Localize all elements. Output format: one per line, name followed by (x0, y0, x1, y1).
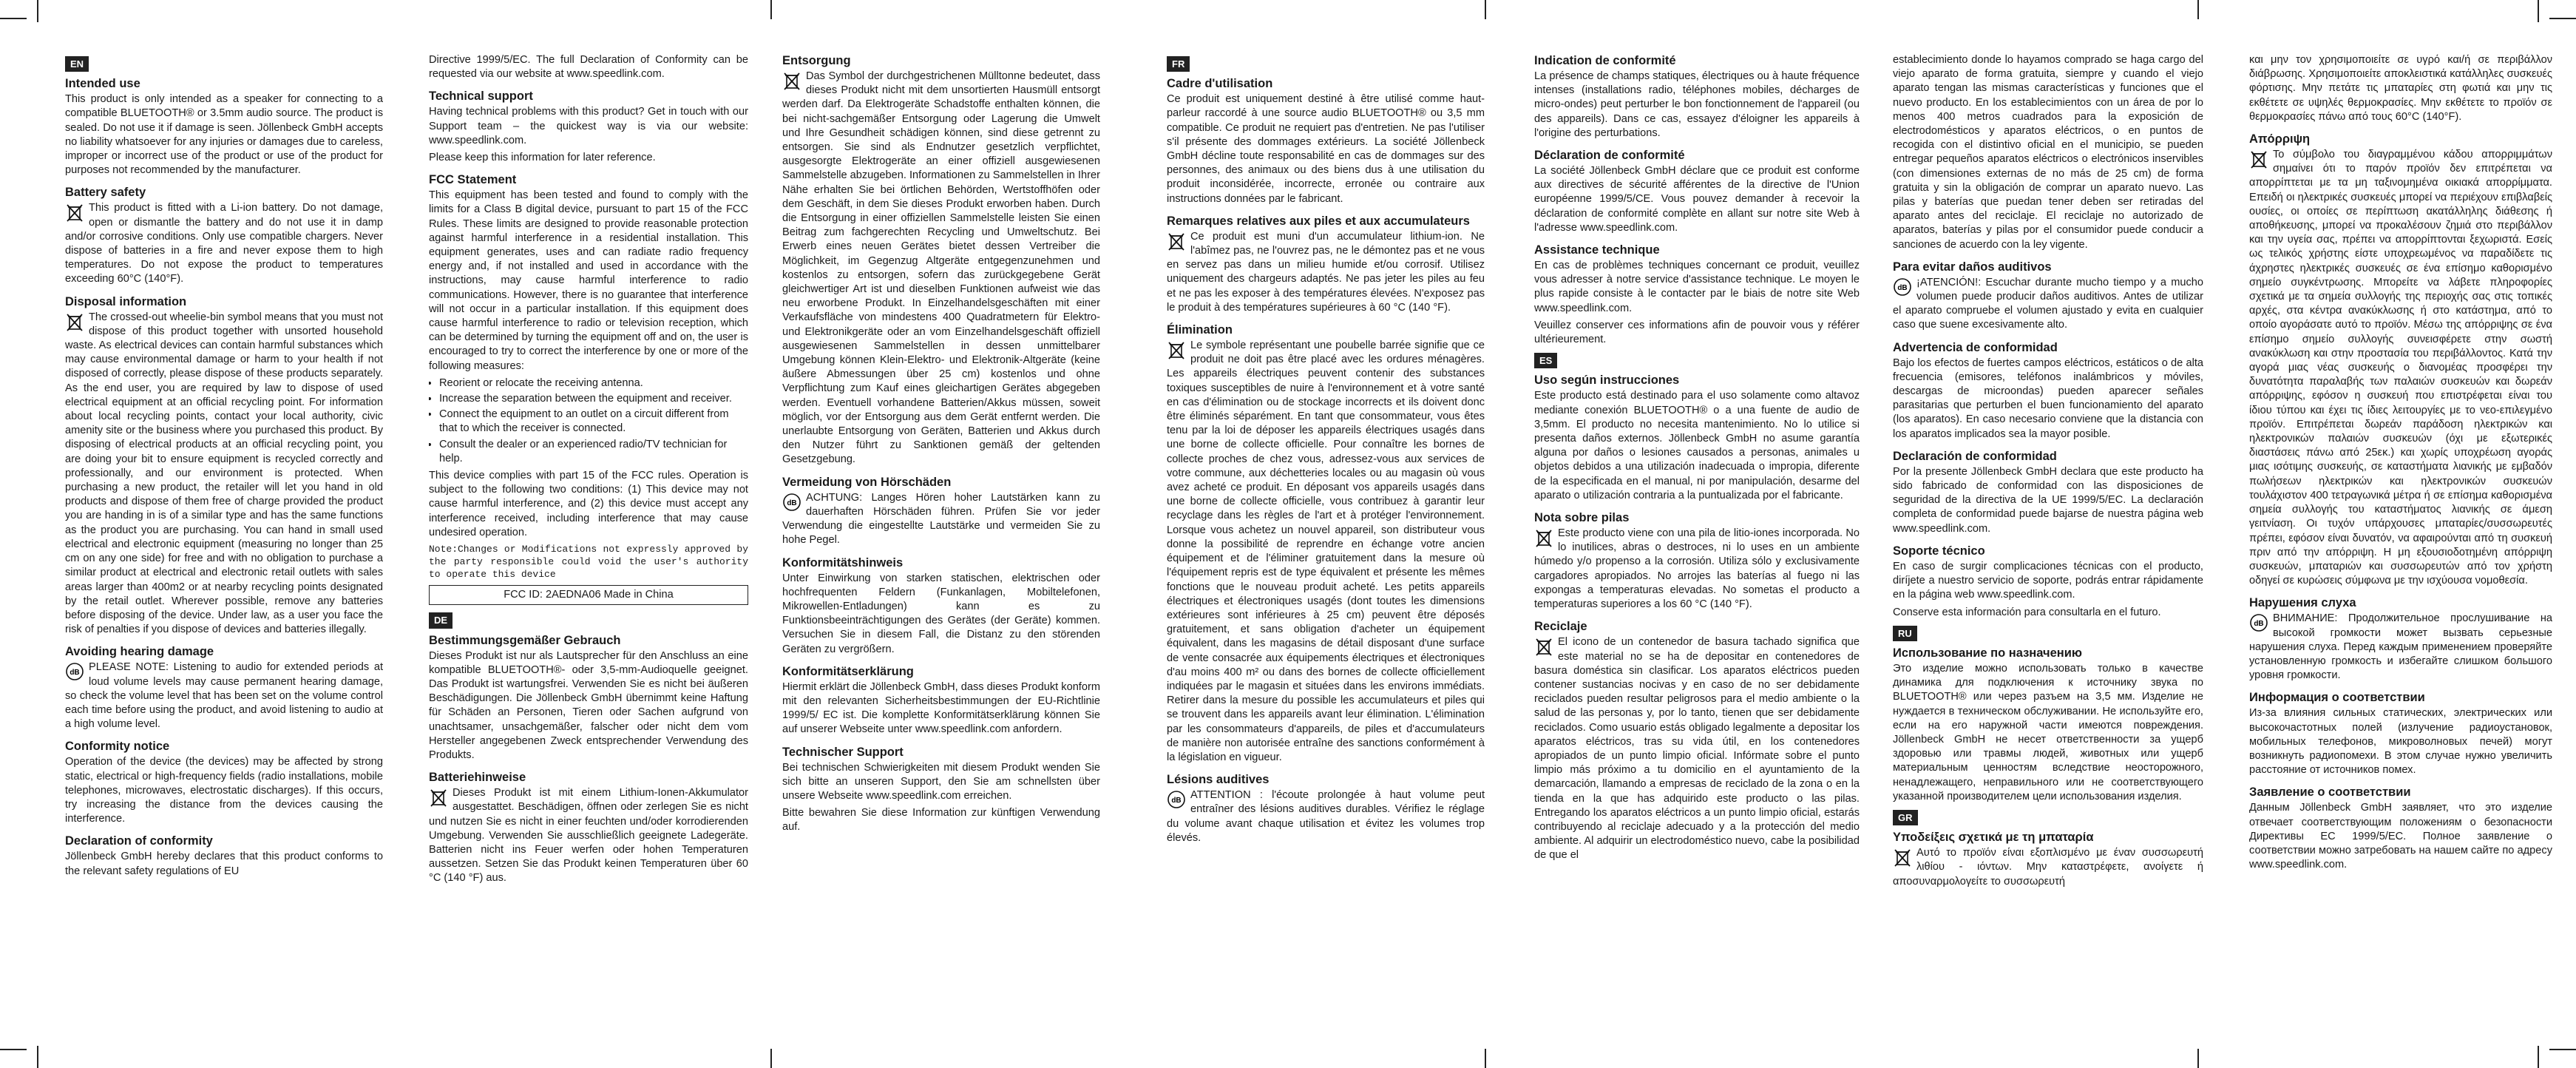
text-battery-safety: This product is fitted with a Li-ion battery. Do not damage, open or dismantle the battery and do not use it in damp and/or corrosive conditions. Only use compatible chargers. Never dispose of batteries in a fire and never expose them to high temperatures. Do not expose the product to temperatures exceeding 60°C (140°F). (65, 202, 383, 285)
text-hearing: dB PLEASE NOTE: Listening to audio for extended periods at loud volume levels may cause permanent hearing damage, so check the volume level that has been set on the volume control each time before using the product, and avoid listening to audio at a high volume level. (65, 661, 383, 731)
text-bestimmung: Dieses Produkt ist nur als Lautsprecher für den Anschluss an eine kompatible BLUETOOTH®- oder 3,5-mm-Audioquelle geeignet. Das Produkt ist wartungsfrei. Verwenden Sie es nicht bei äußeren Beschädigungen. Die Jöllenbeck GmbH übernimmt keine Haftung für Schäden an Personen, Tieren oder Sachen aufgrund von unachtsamer, unsachgemäßer, falscher oder nicht dem vom Hersteller angegebenen Zweck entsprechender Verwendung des Produkts. (429, 649, 748, 761)
lang-tag-gr: GR (1893, 810, 1918, 825)
text-evitar: dB ¡ATENCIÓN!: Escuchar durante mucho tiempo y a mucho volumen puede producir daños auditivos. Antes de utilizar el aparato compruebe el volumen ajustado y evita en cualquier caso que suene excesivamente alto. (1893, 276, 2203, 331)
list-item: • Increase the separation between the equipment and receiver. (439, 392, 748, 406)
text-disposal: The crossed-out wheelie-bin symbol means that you must not dispose of this product together with unsorted household waste. As electrical devices can contain harmful substances which may cause environmental damage or harm to your health if not disposed of correctly, please dispose of these products separately. As the end user, you are required by law to dispose of used electrical equipment at an official recycling point. For information about local recycling points, contact your local authority, civic amenity site or the business where you purchased this product. By disposing of electrical products at an official recycling point, you are doing your bit to ensure equipment is recycled correctly and professionally, and our environment is protected. When purchasing a new product, the retailer will let you hand in old products and dispose of them free of charge provided the product you are handing in is of a similar type and has the same functions as the product you are purchasing. You can hand in small used electrical and electronic equipment (measuring no longer than 25 cm on any one side) for free and with no obligation to purchase a similar product at electrical and electronic retail outlets with sales areas larger than 400m2 or at nearby recycling points designated by the retail outlet. Wherever possible, remove any batteries before disposing of the device. Under law, as a user you face the risk of penalties if you dispose of devices and batteries illegally. (65, 311, 383, 636)
text-gr-battery: Αυτό το προϊόν είναι εξοπλισμένο με έναν συσσωρευτή λιθίου - ιόντων. Μην καταστρέφετε, ανοίγετε ή αποσυναρμολογείτε το συσσωρευτή (1893, 847, 2203, 888)
heading-soporte: Soporte técnico (1893, 544, 1985, 558)
column-1 (65, 53, 383, 1059)
hearing-warning-icon (1167, 790, 1186, 809)
battery-bin-icon (1167, 231, 1186, 251)
list-item: • Connect the equipment to an outlet on a circuit different from that to which the receiver is connected. (439, 408, 748, 436)
text-intended-use: This product is only intended as a speaker for connecting to a compatible BLUETOOTH® or 3.5mm audio source. The product is sealed. Do not use it if damage is seen. Jöllenbeck GmbH accepts no liability whatsoever for any injuries or damages due to careless, improper or incorrect use of the product or use of the product for purposes not recommended by the manufacturer. (65, 93, 383, 177)
heading-support: Technical support (429, 89, 533, 104)
text-ru-declaration: Данным Jöllenbeck GmbH заявляет, что это изделие отвечает соответствующим положениям о безопасности Директивы ЕС 1999/5/EC. Полное заявление о соответствии можно затребовать на нашем сайте по адресу www.speedlink.com. (2249, 802, 2552, 871)
heading-reciclaje: Reciclaje (1534, 620, 1587, 634)
column-5 (1534, 53, 1860, 1059)
hearing-warning-icon (65, 662, 84, 681)
lang-tag-es: ES (1534, 353, 1557, 368)
fold-mark (770, 0, 772, 19)
text-declaration: Jöllenbeck GmbH hereby declares that this product conforms to the relevant safety regulations of EU (65, 851, 383, 877)
text-uso: Este producto está destinado para el uso solamente como altavoz mediante conexión BLUETOOTH® o a una fuente de audio de 3,5mm. El producto no necesita mantenimiento. No lo utilice si presenta daños externos. Jöllenbeck GmbH no asume garantía alguna por daños o lesiones causados a personas, animales u objetos debidos a una utilización inadecuada o impropia, diferente de la especificada en el manual, ni por manipulación, desarme del aparato o utilización contraria a la puntualizada por el fabricante. (1534, 390, 1860, 501)
heading-uso: Uso según instrucciones (1534, 374, 1680, 388)
svg-text:dB: dB (1171, 797, 1182, 805)
heading-ru-declaration: Заявление о соответствии (2249, 785, 2411, 800)
text-reciclaje: El icono de un contenedor de basura tachado significa que este material no se ha de depositar en contenedores de basura doméstica sin clasificar. Los aparatos eléctricos pueden contener sustancias nocivas y en caso de no ser debidamente reciclados pueden resultar peligrosos para el medio ambiente o la salud de las personas y, por lo tanto, tienen que ser debidamente reciclados. Como usuario estás obligado legalmente a depositar los aparatos eléctricos, tras su vida útil, en los contenedores apropiados de un punto limpio oficial. Infórmate sobre el punto limpio más próximo a tu domicilio en el ayuntamiento de la demarcación, llamando a empresas de reciclado de la zona o en la tienda en la que has adquirido este producto o las pilas. Entregando los aparatos eléctricos a un punto limpio oficial, estarás contribuyendo al reciclaje adecuado y a la protección del medio ambiente. Al adquirir un electrodoméstico nuevo, cabe la posibilidad de que el (1534, 636, 1860, 862)
list-item: • Reorient or relocate the receiving antenna. (439, 376, 748, 391)
text-gr-disposal: Το σύμβολο του διαγραμμένου κάδου απορριμμάτων σημαίνει ότι το παρόν προϊόν δεν επιτρέπεται να απορρίπτεται με τα μη ταξινομημένα οικιακά απορρίμματα. Επειδή οι ηλεκτρικές συσκευές μπορεί να περιέχουν επιβλαβείς ουσίες, οι οποίες σε περίπτωση ακατάλληλης διάθεσης ή αποθήκευσης, μπορεί να προκαλέσουν ζημιά στο περιβάλλον και την υγεία σας, πρέπει να απορρίπτονται ξεχωριστά. Εσείς ως τελικός χρήστης είστε υποχρεωμένος να παραδίδετε τις άχρηστες ηλεκτρικές συσκευές σε ένα επίσημο καθορισμένο σημείο συγκέντρωσης. Μπορείτε να λάβετε πληροφορίες σχετικά με τα σημεία συλλογής της περιοχής σας στις τοπικές αρχές, στα κέντρα ανακύκλωσης ή στο κατάστημα, από το οποίο αγοράσατε αυτό το προϊόν. Μέσω της απόρριψης σε ένα επίσημο σημείο συλλογής συνεισφέρετε στην σωστή ανακύκλωση και στην προστασία του περιβάλλοντος. Κατά την αγορά μιας νέας συσκευής ο διανομέας προσφέρει την δυνατότητα παραλαβής των παλαιών συσκευών και δωρεάν απόρριψης, εφόσον η συσκευή που επιστρέφεται είναι του ίδιου τύπου και έχει τις ίδιες λειτουργίες με το νεο-επιλεγμένο προϊόν. Επιτρέπεται δωρεάν παράδοση ηλεκτρικών και ηλεκτρονικών παλαιών συσκευών (όχι με εξωτερικές διαστάσεις πάνω από 25εκ.) και χωρίς υποχρέωση αγοράς μιας ισότιμης συσκευής, σε καταστήματα λιανικής με εμβαδόν πωλήσεων ηλεκτρικών και ηλεκτρονικών συσκευών τουλάχιστον 400 τετραγωνικά μέτρα ή σε επίσημα καθορισμένα σημεία συλλογής του καταστήματος λιανικής σε άμεση γειτνίαση. Οι τυχόν υπάρχουσες μπαταρίες/συσσωρευτές πρέπει, εφόσον είναι δυνατόν, να αφαιρούνται από τη συσκευή πριν από την απόρριψη. Η μη εξουσιοδοτημένη απόρριψη συσκευών, μπαταριών και συσσωρευτών από τον χρήστη οδηγεί σε κυρώσεις σύμφωνα με την ισχύουσα νομοθεσία. (2249, 149, 2552, 587)
text-keep-info: Please keep this information for later reference. (429, 152, 656, 164)
text-piles: Ce produit est muni d'un accumulateur lithium-ion. Ne l'abîmez pas, ne l'ouvrez pas, ne le démontez pas et ne vous en servez pas dans un milieu humide et/ou corrosif. Utilisez uniquement des chargeurs adaptés. Ne pas jeter les piles au feu et ne pas les exposer à des températures élevées. N'exposez pas le produit à des températures supérieures à 60 °C (140 °F). (1167, 230, 1485, 314)
heading-assistance: Assistance technique (1534, 243, 1660, 257)
heading-pilas: Nota sobre pilas (1534, 511, 1630, 525)
text-hoerschaeden: dB ACHTUNG: Langes Hören hoher Lautstärken kann zu dauerhaften Hörschäden führen. Prüfen Sie vor jeder Verwendung die eingestellte Lautstärke und vermeiden Sie zu hohe Pegel. (782, 491, 1100, 547)
crop-mark (2549, 1049, 2576, 1050)
text-technischer-support: Bei technischen Schwierigkeiten mit diesem Produkt wenden Sie sich bitte an unseren Support, den Sie am schnellsten über unsere Webseite www.speedlink.com erreichen. (782, 761, 1100, 802)
column-3 (782, 53, 1100, 1059)
heading-declaration-fr: Déclaration de conformité (1534, 149, 1685, 163)
text-cadre: Ce produit est uniquement destiné à être utilisé comme haut-parleur raccordé à une source audio BLUETOOTH® ou 3,5 mm compatible. Ce produit ne requiert pas d'entretien. Ne pas l'utiliser s'il présente des dommages extérieurs. La société Jöllenbeck GmbH décline toute responsabilité en cas de dommages sur des personnes, des animaux ou des biens dus à une utilisation du produit inconsidérée, incorrecte, erronée ou contraire aux instructions données par le fabricant. (1167, 93, 1485, 205)
heading-declaration: Declaration of conformity (65, 834, 213, 848)
heading-bestimmung: Bestimmungsgemäßer Gebrauch (429, 633, 621, 647)
svg-text:dB: dB (70, 669, 80, 677)
text-gr-battery-cont: και μην τον χρησιμοποιείτε σε υγρό και/ή σε περιβάλλον διάβρωσης. Χρησιμοποιείτε αποκλειστικά κατάλληλες συσκευές φόρτισης. Μην πετάτε τις μπαταρίες στη φωτιά και μην τις εκθέτετε σε υψηλές θερμοκρασίες. Μην εκθέτετε το προϊόν σε θερμοκρασίες πάνω από τους 60°C (140°F). (2249, 54, 2552, 123)
crossed-wheelie-bin-icon (1534, 637, 1553, 656)
text-lesions: dB ATTENTION : l'écoute prolongée à haut volume peut entraîner des lésions auditives durables. Vérifiez le réglage du volume avant chaque utilisation et évitez les volumes trop élevés. (1167, 789, 1485, 844)
fcc-id-box: FCC ID: 2AEDNA06 Made in China (429, 585, 748, 605)
heading-disposal: Disposal information (65, 294, 187, 308)
crop-mark (37, 0, 38, 22)
text-aufbewahren: Bitte bewahren Sie diese Information zur künftigen Verwendung auf. (782, 807, 1100, 834)
heading-ru-hearing: Нарушения слуха (2249, 596, 2356, 610)
heading-ru-info: Информация о соответствии (2249, 691, 2425, 705)
heading-entsorgung: Entsorgung (782, 54, 851, 67)
crossed-wheelie-bin-icon (1167, 340, 1186, 359)
text-fcc-note: Note:Changes or Modifications not expressly approved by the party responsible could void the user's authority to operate this device (429, 544, 748, 581)
svg-text:dB: dB (1897, 283, 1908, 292)
battery-bin-icon (1893, 848, 1912, 867)
text-part15: This device complies with part 15 of the FCC rules. Operation is subject to the following two conditions: (1) This device may not cause harmful interference, and (2) this device must accept any interference received, including interference that may cause undesired operation. (429, 470, 748, 538)
fold-mark (1485, 1049, 1486, 1068)
text-reciclaje-cont: establecimiento donde lo hayamos comprado se haga cargo del viejo aparato de forma gratuita, siempre y cuando el viejo aparato tengan las mismas características y funciones que el nuevo producto. En los establecimientos con un área de por lo menos 400 metros cuadrados para la exposición de electrodomésticos y aparatos eléctricos, o en puntos de recogida con el distintivo oficial en el municipio, se pueden entregar pequeños aparatos eléctricos o electrónicos inservibles (con dimensiones externas de no más de 25 cm) de forma gratuita y sin la obligación de comprar un aparato nuevo. Las pilas y baterías que puedan tener deben ser retiradas del aparato antes del reciclaje. El reciclaje no autorizado de aparatos, baterías y pilas por el consumidor puede conducir a sanciones de acuerdo con la ley vigente. (1893, 54, 2203, 251)
battery-bin-icon (1534, 528, 1553, 547)
column-2 (429, 53, 748, 1059)
heading-hoerschaeden: Vermeidung von Hörschäden (782, 475, 952, 489)
heading-lesions: Lésions auditives (1167, 773, 1270, 787)
heading-ru-use: Использование по назначению (1893, 646, 2082, 660)
heading-conformity-notice: Conformity notice (65, 740, 170, 754)
heading-fcc: FCC Statement (429, 173, 517, 187)
heading-technischer-support: Technischer Support (782, 745, 904, 759)
heading-hearing: Avoiding hearing damage (65, 645, 214, 659)
crop-mark (0, 1049, 27, 1050)
heading-konformitaetshinweis: Konformitätshinweis (782, 555, 904, 570)
text-ru-info: Из-за влияния сильных статических, электрических или высокочастотных полей (излучение радиоустановок, мобильных телефонов, микроволновых печей) могут возникнуть радиопомехи. В этом случае нужно увеличить расстояние от источников помех. (2249, 707, 2552, 777)
fold-mark (770, 1049, 772, 1068)
lang-tag-de: DE (429, 612, 453, 628)
hearing-warning-icon (1893, 277, 1912, 297)
heading-konformitaetserklaerung: Konformitätserklärung (782, 664, 914, 678)
fcc-measures-list (429, 376, 748, 466)
heading-piles: Remarques relatives aux piles et aux accumulateurs (1167, 214, 1470, 228)
column-4 (1167, 53, 1485, 1059)
text-fcc: This equipment has been tested and found to comply with the limits for a Class B digital device, pursuant to part 15 of the FCC Rules. These limits are designed to provide reasonable protection against harmful interference in a residential installation. This equipment generates, uses and can radiate radio frequency energy and, if not installed and used in accordance with the instructions, may cause harmful interference to radio communications. However, there is no guarantee that interference will not occur in a particular installation. If this equipment does cause harmful interference to radio or television reception, which can be determined by turning the equipment off and on, the user is encouraged to try to correct the interference by one or more of the following measures: (429, 189, 748, 372)
text-soporte: En caso de surgir complicaciones técnicas con el producto, diríjete a nuestro servicio de soporte, podrás entrar rápidamente en la página web www.speedlink.com. (1893, 560, 2203, 601)
text-conserver: Veuillez conserver ces informations afin de pouvoir vous y référer ultérieurement. (1534, 319, 1860, 346)
heading-declaracion: Declaración de conformidad (1893, 449, 2057, 463)
text-conformity-notice: Operation of the device (the devices) may be affected by strong static, electrical or high-frequency fields (radio installations, mobile telephones, microwaves, electrostatic discharges). If this occurs, try increasing the distance from the devices causing the interference. (65, 756, 383, 825)
text-batterie: Dieses Produkt ist mit einem Lithium-Ionen-Akkumulator ausgestattet. Beschädigen, öffnen oder zerlegen Sie es nicht und nutzen Sie es nicht in einer feuchten und/oder korrodierenden Umgebung. Verwenden Sie ausschließlich geeignete Ladegeräte. Batterien nicht ins Feuer werfen oder hohen Temperaturen aussetzen. Setzen Sie das Produkt keinen Temperaturen über 60 °C (140 °F) aus. (429, 787, 748, 885)
list-item: • Consult the dealer or an experienced radio/TV technician for help. (439, 438, 748, 466)
crop-mark (2538, 0, 2539, 22)
lang-tag-fr: FR (1167, 56, 1190, 72)
text-entsorgung: Das Symbol der durchgestrichenen Mülltonne bedeutet, dass dieses Produkt nicht mit dem unsortierten Hausmüll entsorgt werden darf. Da Elektrogeräte Schadstoffe enthalten können, die bei nicht-sachgemäßer Entsorgung oder Lagerung die Umwelt und Ihre Gesundheit schädigen können, sind diese getrennt zu entsorgen. Sie sind als Endnutzer gesetzlich verpflichtet, ausgesorgte Elektrogeräte an einer offiziell ausgewiesenen Sammelstelle abzugeben. Informationen zu Sammelstellen in Ihrer Nähe erhalten Sie bei örtlichen Behörden, Wertstoffhöfen oder dem Geschäft, in dem Sie dieses Produkt erworben haben. Durch die Entsorgung in einer offiziellen Sammelstelle leisten Sie einen Beitrag zum fachgerechten Recycling und Umweltschutz. Bei Erwerb eines neuen Gerätes bietet dessen Vertreiber die Möglichkeit, im Gegenzug Altgeräte entgegenzunehmen und kostenlos zu entsorgen, sofern das zurückgegebene Gerät gleichwertiger Art ist und dieselben Funktionen aufweist wie das neu erworbene Produkt. In Einzelhandelsgeschäften mit einer Verkaufsfläche von mindestens 400 Quadratmetern für Elektro- und Elektronikgeräte oder an vom Einzelhandelsgeschäft offiziell ausgewiesenen Sammelstellen in dessen unmittelbarer Umgebung können Klein-Elektro- und Elektronik-Altgeräte (keine äußere Abmessungen über 25 cm) kostenlos und ohne Verpflichtung zum Kauf eines gleichartigen Gerätes abgegeben werden. Eventuell vorhandene Batterien/Akkus müssen, soweit möglich, vor der Entsorgung aus dem Gerät entfernt werden. Die unerlaubte Entsorgung von Geräten, Batterien und Akkus durch den Nutzer führt zu Sanktionen gemäß der geltenden Gesetzgebung. (782, 70, 1100, 466)
heading-battery-safety: Battery safety (65, 186, 146, 200)
crop-mark (2549, 18, 2576, 19)
svg-text:dB: dB (2254, 620, 2264, 629)
heading-elimination: Élimination (1167, 323, 1233, 337)
fold-mark (2197, 0, 2199, 19)
column-7 (2249, 53, 2552, 1059)
crossed-wheelie-bin-icon (2249, 149, 2268, 169)
svg-text:dB: dB (787, 498, 797, 507)
heading-intended-use: Intended use (65, 77, 140, 91)
heading-cadre: Cadre d'utilisation (1167, 77, 1273, 91)
column-6 (1893, 53, 2203, 1059)
lang-tag-en: EN (65, 56, 89, 72)
hearing-warning-icon (782, 493, 801, 512)
battery-bin-icon (65, 203, 84, 222)
text-declaration-fr: La société Jöllenbeck GmbH déclare que ce produit est conforme aux directives de sécurité afférentes de la directive de l'Union européenne 1999/5/CE. Vous pouvez demander à recevoir la déclaration de conformité complète en allant sur notre site Web à l'adresse www.speedlink.com. (1534, 165, 1860, 234)
text-declaracion: Por la presente Jöllenbeck GmbH declara que este producto ha sido fabricado de conformidad con las disposiciones de seguridad de la directiva de la UE 1999/5/EC. La declaración completa de conformidad puede bajarse de nuestra página web www.speedlink.com. (1893, 465, 2203, 535)
heading-gr-disposal: Απόρριψη (2249, 132, 2311, 146)
heading-indication: Indication de conformité (1534, 54, 1676, 67)
text-assistance: En cas de problèmes techniques concernant ce produit, veuillez vous adresser à notre service d'assistance technique. Le moyen le plus rapide consiste à le contacter par le biais de notre site Web www.speedlink.com. (1534, 260, 1860, 314)
heading-advertencia: Advertencia de conformidad (1893, 340, 2058, 354)
text-support: Having technical problems with this product? Get in touch with our Support team – the quickest way is via our website: www.speedlink.com. (429, 106, 748, 146)
heading-gr-battery: Υποδείξεις σχετικά με τη μπαταρία (1893, 831, 2094, 845)
text-directive: Directive 1999/5/EC. The full Declaration of Conformity can be requested via our website at www.speedlink.com. (429, 54, 748, 81)
hearing-warning-icon (2249, 613, 2268, 632)
text-konformitaetshinweis: Unter Einwirkung von starken statischen, elektrischen oder hochfrequenten Feldern (Funkanlagen, Mobiltelefonen, Mikrowellen-Entladungen) kann es zu Funktionsbeeinträchtigungen des Gerätes (der Geräte) kommen. Versuchen Sie in diesem Fall, die Distanz zu den störenden Geräten zu vergrößern. (782, 572, 1100, 655)
crop-mark (0, 18, 27, 19)
crossed-wheelie-bin-icon (782, 71, 801, 90)
text-conserve: Conserve esta información para consultarla en el futuro. (1893, 606, 2161, 618)
text-elimination: Le symbole représentant une poubelle barrée signifie que ce produit ne doit pas être placé avec les ordures ménagères. Les appareils électriques peuvent contenir des substances toxiques susceptibles de nuire à l'environnement et à votre santé en cas d'élimination ou de stockage incorrects et ils doivent donc être éliminés séparément. En tant que consommateur, vous êtes tenu par la loi de déposer les appareils électriques usagés dans une borne de collecte officielle. Pour connaître les bornes de collecte proches de chez vous, adressez-vous aux services de votre commune, aux déchetteries locales ou au magasin où vous avez acheté ce produit. En déposant vos appareils usagés dans une borne de collecte officielle, vous contribuez à garantir leur recyclage dans les règles de l'art et à protéger l'environnement. Lorsque vous achetez un nouvel appareil, son distributeur vous donne la possibilité de reprendre en échange votre ancien équipement et de l'éliminer gratuitement dans la mesure où l'équipement repris est de type équivalent et présente les mêmes fonctions que le nouveau produit acheté. Les petits appareils électriques et électroniques usagés (dont toutes les dimensions extérieures sont inférieures à 25 cm) peuvent être déposés gratuitement, et sans obligation d'acheter un équipement équivalent, dans les magasins de détail disposant d'une surface de vente consacrée aux équipements électriques et électroniques d'au moins 400 m² ou dans des bornes de collecte officiellement indiquées par le magasin et situées dans les environs immédiats. Retirer dans la mesure du possible les accumulateurs et piles qui se trouvent dans les appareils avant leur élimination. L'élimination par les consommateurs d'appareils, de piles et d'accumulateurs de manière non autorisée entraîne des sanctions conformément à la législation en vigueur. (1167, 339, 1485, 763)
text-konformitaetserklaerung: Hiermit erklärt die Jöllenbeck GmbH, dass dieses Produkt konform mit den relevanten Sicherheitsbestimmungen der EU-Richtlinie 1999/5/ EC ist. Die komplette Konformitätserklärung können Sie auf unserer Webseite unter www.speedlink.com anfordern. (782, 680, 1100, 736)
heading-evitar: Para evitar daños auditivos (1893, 260, 2052, 274)
text-ru-use: Это изделие можно использовать только в качестве динамика для подключения к источнику звука по BLUETOOTH® или через разъем на 3,5 мм. Изделие не нуждается в техническом обслуживании. Не используйте его, если на его наружной части имеются повреждения. Jöllenbeck GmbH не несет ответственности за ущерб здоровью или травмы людей, животных или ущерб материальным ценностям вследствие неосторожного, ненадлежащего, неправильного или не соответствующего указанной производителем цели использования изделия. (1893, 662, 2203, 802)
text-pilas: Este producto viene con una pila de litio-iones incorporada. No lo inutilices, abras o destroces, ni lo uses en un ambiente húmedo y/o propenso a la corrosión. Utiliza sólo y exclusivamente cargadores apropiados. No arrojes las baterías al fuego ni las expongas a temperaturas elevadas. No sometas el producto a temperaturas superiores a los 60 °C (140 °F). (1534, 527, 1860, 611)
fold-mark (1485, 0, 1486, 19)
text-advertencia: Bajo los efectos de fuertes campos eléctricos, estáticos o de alta frecuencia (emisores, teléfonos inalámbricos y móviles, descargas de microondas) pueden aparecer señales parasitarias que perturben el buen funcionamiento del aparato (los aparatos). En caso necesario conviene que la distancia con los aparatos implicados sea la mayor posible. (1893, 356, 2203, 440)
lang-tag-ru: RU (1893, 626, 1917, 641)
battery-bin-icon (429, 788, 448, 807)
crossed-wheelie-bin-icon (65, 312, 84, 331)
crop-mark (37, 1046, 38, 1068)
text-indication: La présence de champs statiques, électriques ou à haute fréquence intenses (installations radio, téléphones mobiles, décharges de micro-ondes) peut perturber le bon fonctionnement de l'appareil (ou des appareils). Dans ce cas, essayez d'éloigner les appareils à l'origine des perturbations. (1534, 70, 1860, 139)
heading-batterie: Batteriehinweise (429, 771, 526, 785)
text-ru-hearing: dB ВНИМАНИЕ: Продолжительное прослушивание на высокой громкости может вызвать серьезные нарушения слуха. Перед каждым применением проверяйте установленную громкость и избегайте слишком большого уровня громкости. (2249, 612, 2552, 682)
